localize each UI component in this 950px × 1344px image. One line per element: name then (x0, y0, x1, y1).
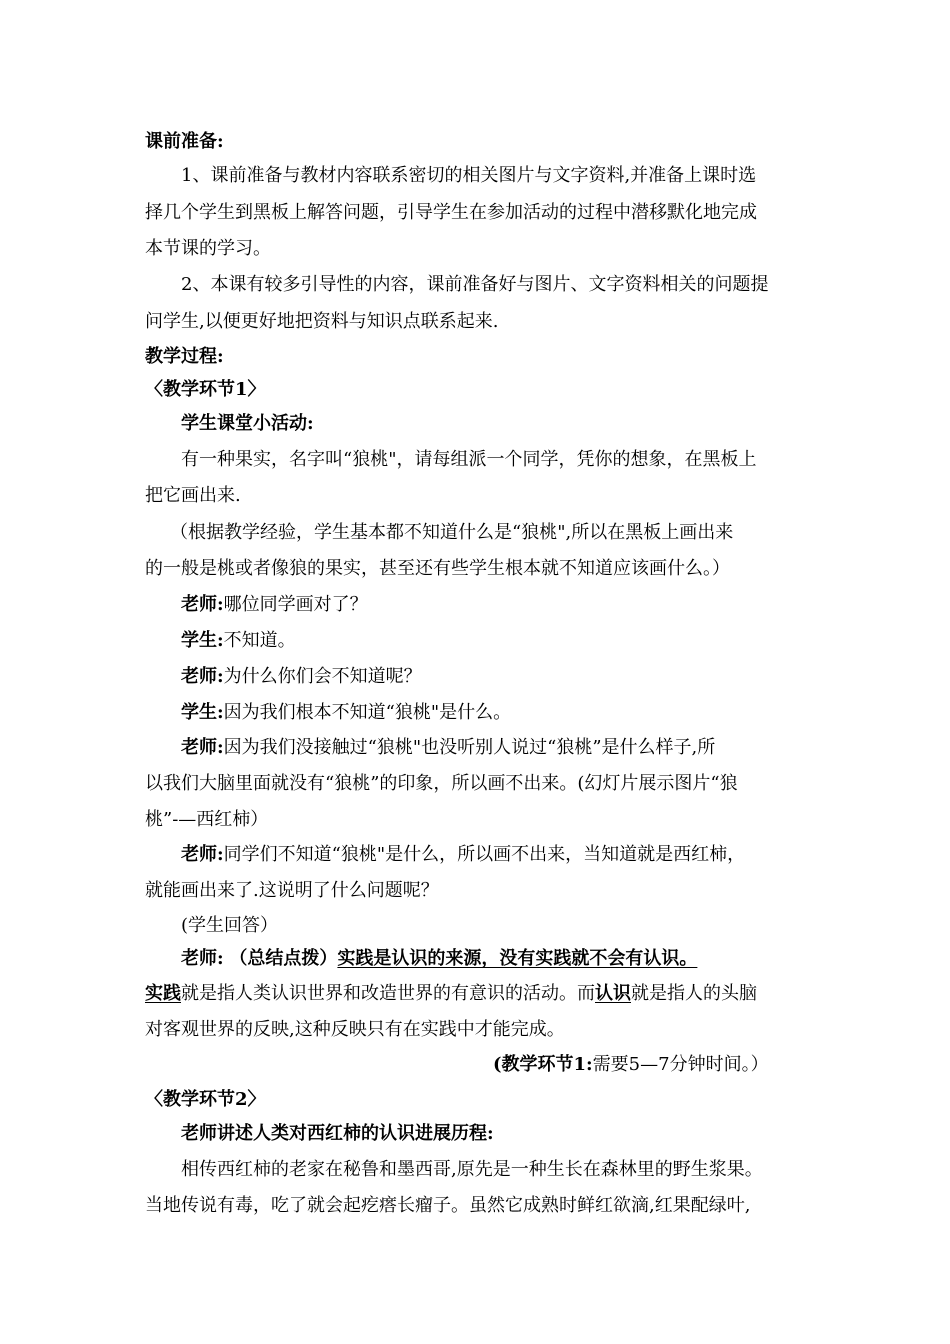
prep-item2-line2: 问学生,以便更好地把资料与知识点联系起来. (145, 311, 499, 332)
dialogue-7 (181, 944, 697, 970)
term-practice: 实践 (145, 983, 181, 1004)
definition-line2: 对客观世界的反映,这种反映只有在实践中才能完成。 (145, 1019, 565, 1040)
speaker-student: 学生: (181, 630, 224, 651)
dialogue-2 (181, 626, 296, 652)
term-cognition: 认识 (595, 983, 631, 1004)
dialogue-text: 哪位同学画对了？ (223, 594, 368, 615)
section2-title: 〈教学环节2〉 (145, 1089, 266, 1110)
dialogue-5-line2: 以我们大脑里面就没有“狼桃”的印象，所以画不出来。(幻灯片展示图片“狼 (145, 773, 738, 794)
time-text: 需要5—7分钟时间。） (592, 1054, 769, 1075)
note-line2: 的一般是桃或者像狼的果实，甚至还有些学生根本就不知道应该画什么。） (145, 558, 730, 579)
dialogue-6-line1 (181, 840, 745, 866)
speaker-teacher: 老师: (181, 844, 224, 865)
dialogue-6-line2: 就能画出来了.这说明了什么问题呢？ (145, 880, 439, 901)
dialogue-text: 同学们不知道“狼桃"是什么，所以画不出来，当知道就是西红柿， (223, 844, 746, 865)
dialogue-5-line1 (181, 733, 715, 759)
dialogue-text: 不知道。 (223, 630, 296, 651)
definition-text: 就是指人类认识世界和改造世界的有意识的活动。而 (181, 983, 595, 1004)
prep-heading: 课前准备: (145, 131, 224, 152)
student-answer: (学生回答） (181, 915, 279, 936)
time-label: (教学环节1: (493, 1054, 593, 1075)
dialogue-text: 因为我们没接触过“狼桃"也没听别人说过“狼桃”是什么样子,所 (223, 737, 716, 758)
dialogue-text: 因为我们根本不知道“狼桃"是什么。 (223, 702, 512, 723)
time-note (493, 1050, 769, 1076)
prep-item2-line1: 2、本课有较多引导性的内容，课前准备好与图片、文字资料相关的问题提 (181, 274, 769, 295)
dialogue-1 (181, 590, 368, 616)
section2-heading: 老师讲述人类对西红柿的认识进展历程: (181, 1123, 494, 1144)
definition-line1 (145, 979, 757, 1005)
conclusion-text: 实践是认识的来源，没有实践就不会有认识。 (337, 948, 698, 969)
speaker-teacher: 老师: (181, 666, 224, 687)
note-line1: （根据教学经验，学生基本都不知道什么是“狼桃",所以在黑板上画出来 (170, 522, 734, 543)
speaker-teacher: 老师: (181, 948, 224, 969)
prep-item1-line1: 1、课前准备与教材内容联系密切的相关图片与文字资料,并准备上课时选 (181, 165, 757, 186)
speaker-teacher: 老师: (181, 737, 224, 758)
section1-title: 〈教学环节1〉 (145, 379, 266, 400)
definition-text: 就是指人的头脑 (631, 983, 757, 1004)
activity-heading: 学生课堂小活动: (181, 413, 314, 434)
dialogue-text: 为什么你们会不知道呢？ (223, 666, 422, 687)
prep-item1-line2: 择几个学生到黑板上解答问题，引导学生在参加活动的过程中潜移默化地完成 (145, 202, 757, 223)
prep-item1-line3: 本节课的学习。 (145, 238, 271, 259)
activity-text-line2: 把它画出来. (145, 485, 241, 506)
activity-text-line1: 有一种果实，名字叫“狼桃"，请每组派一个同学，凭你的想象，在黑板上 (181, 449, 757, 470)
section2-text-line2: 当地传说有毒，吃了就会起疙瘩长瘤子。虽然它成熟时鲜红欲滴,红果配绿叶, (145, 1195, 751, 1216)
summary-note: （总结点拨） (229, 948, 338, 969)
dialogue-5-line3: 桃”-—西红柿） (145, 809, 269, 830)
section2-text-line1: 相传西红柿的老家在秘鲁和墨西哥,原先是一种生长在森林里的野生浆果。 (181, 1159, 763, 1180)
speaker-teacher: 老师: (181, 594, 224, 615)
process-heading: 教学过程: (145, 346, 224, 367)
dialogue-3 (181, 662, 422, 688)
dialogue-4 (181, 698, 511, 724)
speaker-student: 学生: (181, 702, 224, 723)
